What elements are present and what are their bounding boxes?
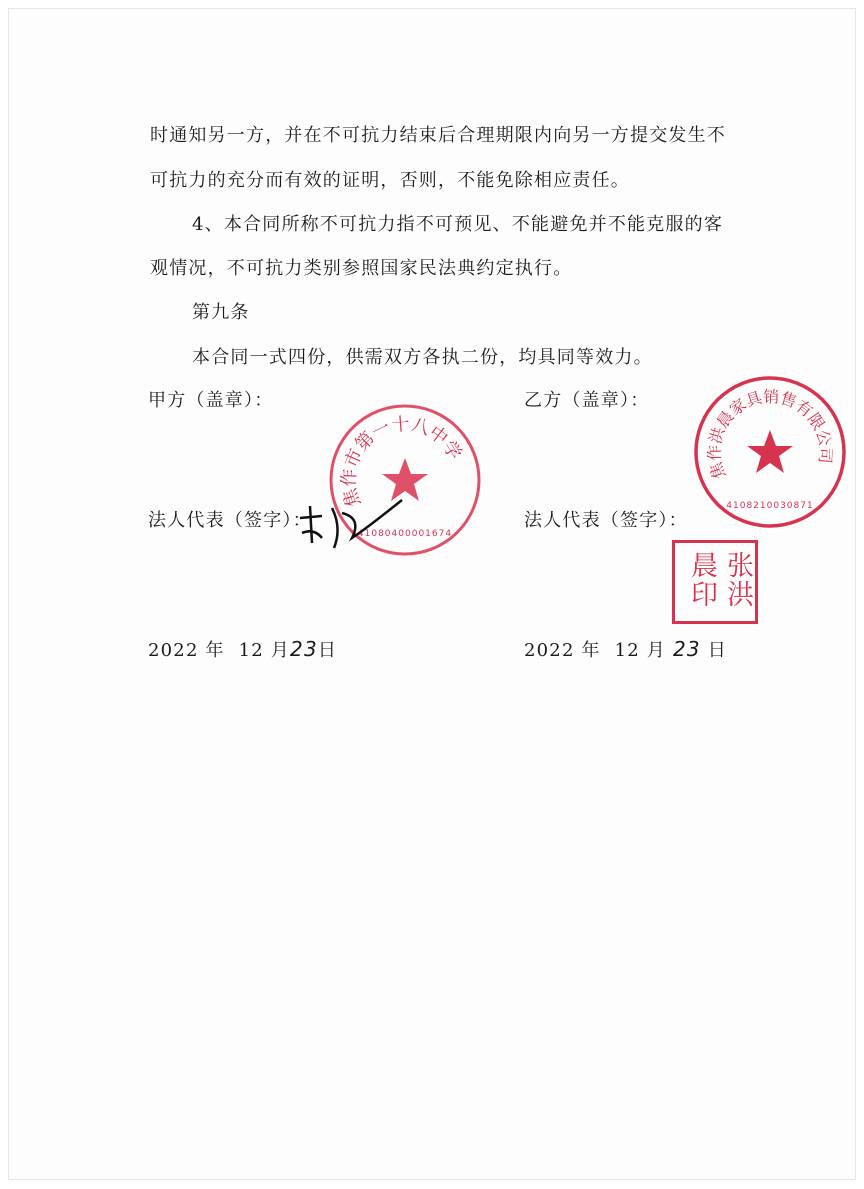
date-year: 2022 年	[148, 640, 225, 661]
seal-text: 焦作洪晨家具销售有限公司	[704, 387, 836, 482]
name-seal-text: 张洪晨印	[686, 551, 753, 609]
party-a-seal-label: 甲方（盖章）：	[148, 390, 274, 411]
party-b-official-seal	[690, 372, 850, 532]
date-day: 23	[672, 637, 701, 661]
date-month: 12 月	[238, 640, 291, 661]
article-heading: 第九条	[192, 302, 250, 323]
party-a-signature	[292, 488, 412, 558]
body-line: 可抗力的充分而有效的证明，否则，不能免除相应责任。	[150, 170, 630, 191]
date-year: 2022 年	[524, 640, 601, 661]
date-day-suffix: 日	[317, 640, 338, 661]
seal-number: 4108210030871	[726, 501, 814, 511]
party-b-seal-label: 乙方（盖章）：	[524, 390, 650, 411]
party-b-name-seal	[672, 540, 758, 624]
body-line: 本合同一式四份，供需双方各执二份，均具同等效力。	[192, 347, 653, 368]
date-day-suffix: 日	[707, 640, 727, 661]
date-day: 23	[290, 637, 318, 661]
seal-text: 焦作市第一十八中学	[338, 413, 466, 510]
body-line: 4、本合同所称不可抗力指不可预见、不能避免并不能克服的客	[192, 214, 724, 235]
party-a-rep-label: 法人代表（签字）：	[148, 510, 312, 531]
body-line: 观情况，不可抗力类别参照国家民法典约定执行。	[150, 258, 573, 279]
party-b-rep-label: 法人代表（签字）：	[524, 510, 688, 531]
seal-number: 41080400001674	[357, 529, 453, 539]
party-a-date	[148, 636, 337, 662]
date-month: 12 月	[614, 640, 667, 661]
party-b-date	[524, 636, 727, 662]
body-line: 时通知另一方，并在不可抗力结束后合理期限内向另一方提交发生不	[150, 125, 726, 146]
